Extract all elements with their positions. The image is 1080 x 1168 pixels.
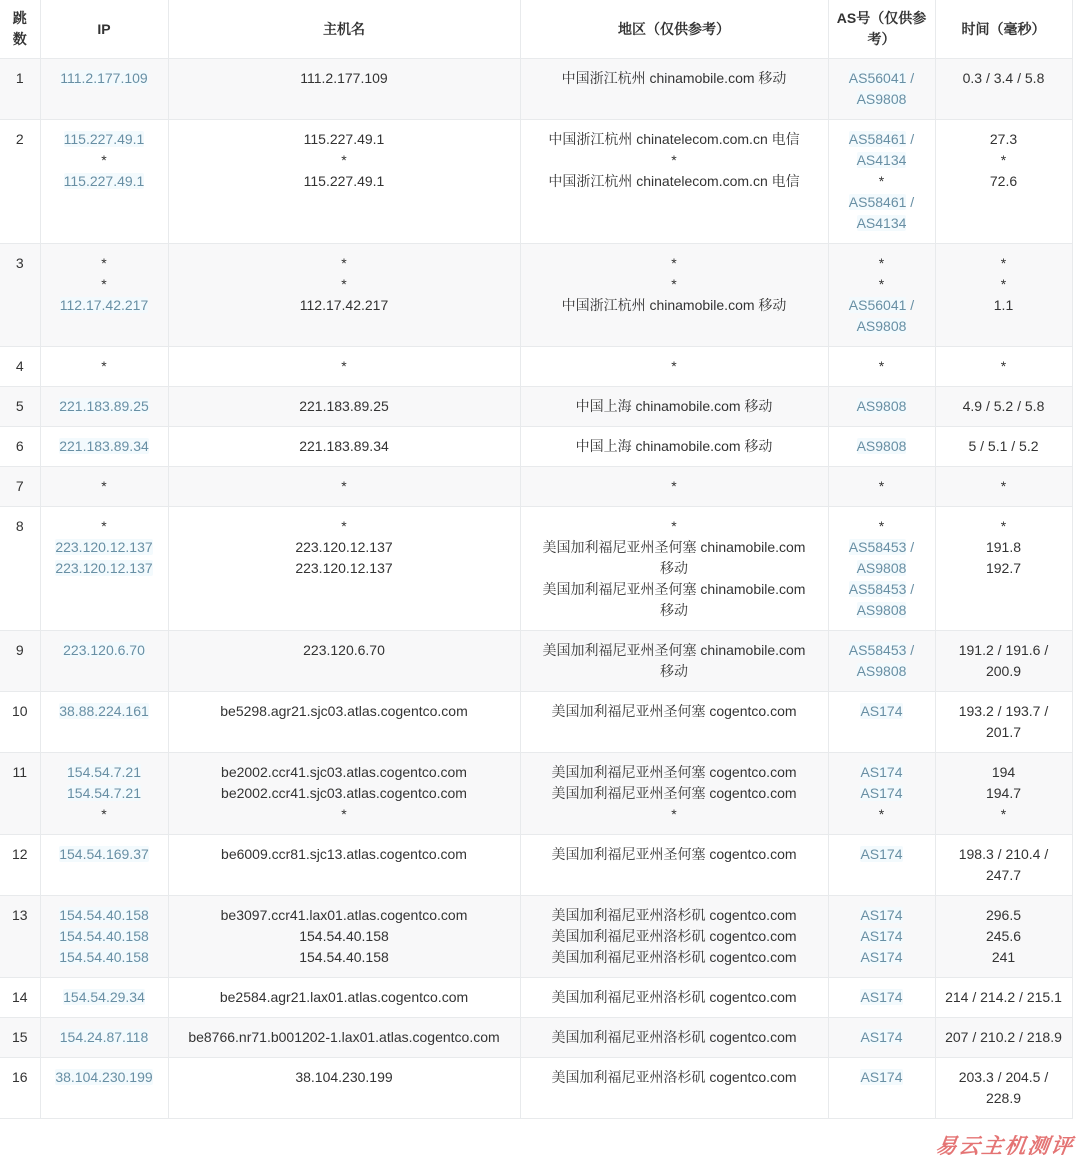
as-cell: [828, 120, 935, 244]
table-row: [0, 835, 1072, 896]
hop-number: 3: [0, 244, 40, 347]
as-separator: /: [906, 642, 915, 658]
as-text: *: [878, 276, 885, 292]
region-cell: [520, 753, 828, 835]
as-link[interactable]: AS58453: [848, 539, 907, 555]
time-cell: [935, 427, 1072, 467]
time-text: *: [1000, 806, 1007, 822]
ip-link[interactable]: 221.183.89.25: [59, 398, 149, 414]
as-separator: /: [906, 70, 915, 86]
region-text: 美国加利福尼亚州洛杉矶 cogentco.com: [551, 989, 797, 1005]
region-text: 美国加利福尼亚州洛杉矶 cogentco.com: [551, 1029, 797, 1045]
table-row: [0, 347, 1072, 387]
ip-cell: [40, 59, 168, 120]
as-link[interactable]: AS4134: [856, 215, 907, 231]
time-text: 296.5: [985, 907, 1022, 923]
ip-text: *: [101, 255, 107, 271]
time-cell: [935, 692, 1072, 753]
as-link[interactable]: AS174: [860, 764, 903, 780]
hop-number: 7: [0, 467, 40, 507]
time-cell: [935, 347, 1072, 387]
host-cell: [168, 1018, 520, 1058]
as-text: *: [878, 478, 885, 494]
as-link[interactable]: AS9808: [856, 91, 907, 107]
host-cell: [168, 347, 520, 387]
host-cell: [168, 507, 520, 631]
ip-cell: [40, 896, 168, 978]
ip-cell: [40, 631, 168, 692]
hop-number: 13: [0, 896, 40, 978]
host-text: *: [341, 255, 347, 271]
region-cell: [520, 59, 828, 120]
as-link[interactable]: AS9808: [856, 560, 907, 576]
table-row: [0, 387, 1072, 427]
host-text: be6009.ccr81.sjc13.atlas.cogentco.com: [221, 846, 467, 862]
ip-link[interactable]: 111.2.177.109: [60, 70, 148, 86]
time-text: 27.3: [989, 131, 1018, 147]
region-cell: [520, 1058, 828, 1119]
region-text: *: [671, 806, 677, 822]
table-row: [0, 1058, 1072, 1119]
as-cell: [828, 631, 935, 692]
as-link[interactable]: AS174: [860, 785, 903, 801]
table-row: [0, 753, 1072, 835]
region-cell: [520, 244, 828, 347]
column-header-time: 时间（毫秒）: [935, 0, 1072, 59]
host-cell: [168, 467, 520, 507]
as-cell: [828, 427, 935, 467]
time-text: *: [1000, 276, 1007, 292]
region-cell: [520, 387, 828, 427]
host-cell: [168, 896, 520, 978]
as-cell: [828, 692, 935, 753]
host-text: 223.120.12.137: [295, 560, 393, 576]
host-text: *: [341, 152, 347, 168]
as-link[interactable]: AS174: [860, 703, 903, 719]
region-text: 美国加利福尼亚州洛杉矶 cogentco.com: [551, 1069, 797, 1085]
ip-link[interactable]: 115.227.49.1: [63, 173, 145, 189]
table-row: [0, 631, 1072, 692]
as-cell: [828, 347, 935, 387]
hop-number: 12: [0, 835, 40, 896]
as-link[interactable]: AS56041: [848, 70, 907, 86]
as-cell: [828, 896, 935, 978]
as-link[interactable]: AS58453: [848, 581, 907, 597]
ip-cell: [40, 1058, 168, 1119]
host-text: be2584.agr21.lax01.atlas.cogentco.com: [219, 989, 469, 1005]
as-text: *: [878, 255, 885, 271]
time-cell: [935, 1018, 1072, 1058]
region-text: 中国上海 chinamobile.com 移动: [575, 398, 773, 414]
as-separator: /: [906, 539, 915, 555]
table-header: [0, 0, 1072, 59]
hop-number: 6: [0, 427, 40, 467]
host-text: 223.120.12.137: [295, 539, 393, 555]
host-cell: [168, 753, 520, 835]
host-text: 221.183.89.25: [299, 398, 389, 414]
as-text: *: [878, 806, 885, 822]
region-text: 美国加利福尼亚州圣何塞 chinamobile.com 移动: [542, 581, 806, 618]
time-text: *: [1000, 518, 1007, 534]
region-text: 美国加利福尼亚州圣何塞 cogentco.com: [551, 764, 797, 780]
ip-link[interactable]: 223.120.12.137: [55, 560, 153, 576]
as-link[interactable]: AS174: [860, 846, 903, 862]
region-cell: [520, 835, 828, 896]
time-cell: [935, 753, 1072, 835]
time-text: 192.7: [985, 560, 1022, 576]
ip-cell: [40, 427, 168, 467]
hop-number: 14: [0, 978, 40, 1018]
host-cell: [168, 244, 520, 347]
as-link[interactable]: AS9808: [856, 318, 907, 334]
as-cell: [828, 467, 935, 507]
region-cell: [520, 1018, 828, 1058]
time-cell: [935, 467, 1072, 507]
as-link[interactable]: AS56041: [848, 297, 907, 313]
ip-link[interactable]: 154.24.87.118: [59, 1029, 149, 1045]
as-cell: [828, 59, 935, 120]
time-cell: [935, 244, 1072, 347]
table-row: [0, 120, 1072, 244]
time-text: 241: [991, 949, 1016, 965]
hop-number: 11: [0, 753, 40, 835]
ip-cell: [40, 244, 168, 347]
host-cell: [168, 387, 520, 427]
ip-cell: [40, 507, 168, 631]
ip-cell: [40, 1018, 168, 1058]
region-text: 美国加利福尼亚州圣何塞 chinamobile.com 移动: [542, 539, 806, 576]
column-header-ip: IP: [40, 0, 168, 59]
host-cell: [168, 978, 520, 1018]
column-header-region: 地区（仅供参考）: [520, 0, 828, 59]
time-cell: [935, 896, 1072, 978]
region-text: 中国浙江杭州 chinamobile.com 移动: [561, 297, 787, 313]
time-text: 203.3 / 204.5 / 228.9: [958, 1069, 1049, 1106]
time-text: 198.3 / 210.4 / 247.7: [958, 846, 1049, 883]
ip-text: *: [101, 478, 107, 494]
host-text: *: [341, 518, 347, 534]
region-text: 中国上海 chinamobile.com 移动: [575, 438, 773, 454]
as-link[interactable]: AS174: [860, 989, 903, 1005]
table-row: [0, 978, 1072, 1018]
as-link[interactable]: AS9808: [856, 398, 907, 414]
host-text: 111.2.177.109: [300, 70, 388, 86]
as-link[interactable]: AS58461: [848, 131, 907, 147]
host-text: 38.104.230.199: [295, 1069, 393, 1085]
time-cell: [935, 1058, 1072, 1119]
region-cell: [520, 347, 828, 387]
table-row: [0, 467, 1072, 507]
as-link[interactable]: AS174: [860, 949, 903, 965]
ip-link[interactable]: 154.54.29.34: [63, 989, 145, 1005]
region-cell: [520, 692, 828, 753]
region-cell: [520, 467, 828, 507]
host-text: *: [341, 358, 347, 374]
hop-number: 9: [0, 631, 40, 692]
region-text: 美国加利福尼亚州圣何塞 cogentco.com: [551, 846, 797, 862]
time-text: 4.9 / 5.2 / 5.8: [962, 398, 1045, 414]
as-cell: [828, 835, 935, 896]
time-text: 194: [991, 764, 1016, 780]
host-text: be8766.nr71.b001202-1.lax01.atlas.cogentco.com: [188, 1029, 500, 1045]
ip-link[interactable]: 221.183.89.34: [59, 438, 149, 454]
time-cell: [935, 387, 1072, 427]
region-cell: [520, 120, 828, 244]
ip-link[interactable]: 112.17.42.217: [59, 297, 149, 313]
as-separator: /: [906, 297, 915, 313]
time-text: 193.2 / 193.7 / 201.7: [958, 703, 1049, 740]
as-separator: /: [906, 131, 915, 147]
region-cell: [520, 507, 828, 631]
column-header-host: 主机名: [168, 0, 520, 59]
region-text: 中国浙江杭州 chinatelecom.com.cn 电信: [548, 131, 800, 147]
ip-cell: [40, 692, 168, 753]
hop-number: 5: [0, 387, 40, 427]
table-row: [0, 59, 1072, 120]
host-text: be2002.ccr41.sjc03.atlas.cogentco.com: [221, 764, 467, 780]
time-text: 72.6: [989, 173, 1018, 189]
as-cell: [828, 1018, 935, 1058]
time-text: 245.6: [985, 928, 1022, 944]
host-text: 154.54.40.158: [299, 928, 389, 944]
host-text: be2002.ccr41.sjc03.atlas.cogentco.com: [221, 785, 467, 801]
ip-cell: [40, 835, 168, 896]
host-text: *: [341, 806, 347, 822]
ip-cell: [40, 387, 168, 427]
region-cell: [520, 631, 828, 692]
host-cell: [168, 427, 520, 467]
region-text: *: [671, 276, 677, 292]
hop-number: 15: [0, 1018, 40, 1058]
ip-text: *: [101, 152, 107, 168]
table-row: [0, 244, 1072, 347]
ip-link[interactable]: 154.54.169.37: [59, 846, 149, 862]
time-text: 0.3 / 3.4 / 5.8: [962, 70, 1045, 86]
ip-cell: [40, 120, 168, 244]
time-text: 191.8: [985, 539, 1022, 555]
host-text: 115.227.49.1: [303, 173, 385, 189]
column-header-as: AS号（仅供参考）: [828, 0, 935, 59]
as-link[interactable]: AS174: [860, 928, 903, 944]
as-link[interactable]: AS9808: [856, 663, 907, 679]
table-row: [0, 896, 1072, 978]
host-cell: [168, 59, 520, 120]
ip-cell: [40, 978, 168, 1018]
as-separator: /: [906, 581, 915, 597]
time-text: 191.2 / 191.6 / 200.9: [958, 642, 1049, 679]
ip-text: *: [101, 806, 107, 822]
time-text: *: [1000, 478, 1007, 494]
ip-text: *: [101, 276, 107, 292]
table-row: [0, 1018, 1072, 1058]
time-text: 214 / 214.2 / 215.1: [945, 989, 1062, 1005]
column-header-hop: 跳数: [0, 0, 40, 59]
time-text: 5 / 5.1 / 5.2: [968, 438, 1039, 454]
time-cell: [935, 978, 1072, 1018]
region-cell: [520, 896, 828, 978]
as-cell: [828, 244, 935, 347]
ip-cell: [40, 467, 168, 507]
time-cell: [935, 631, 1072, 692]
as-link[interactable]: AS9808: [856, 438, 907, 454]
ip-link[interactable]: 115.227.49.1: [63, 131, 145, 147]
host-cell: [168, 835, 520, 896]
region-text: *: [671, 478, 677, 494]
region-text: *: [671, 358, 677, 374]
host-cell: [168, 120, 520, 244]
region-cell: [520, 978, 828, 1018]
region-text: *: [671, 152, 677, 168]
hop-number: 16: [0, 1058, 40, 1119]
host-text: 115.227.49.1: [303, 131, 385, 147]
ip-link[interactable]: 154.54.7.21: [67, 764, 141, 780]
host-text: 154.54.40.158: [299, 949, 389, 965]
region-text: 中国浙江杭州 chinatelecom.com.cn 电信: [548, 173, 800, 189]
as-text: *: [878, 358, 885, 374]
table-row: [0, 427, 1072, 467]
as-link[interactable]: AS174: [860, 1069, 903, 1085]
time-cell: [935, 59, 1072, 120]
hop-number: 1: [0, 59, 40, 120]
time-cell: [935, 507, 1072, 631]
host-text: *: [341, 478, 347, 494]
host-text: be5298.agr21.sjc03.atlas.cogentco.com: [220, 703, 468, 719]
host-text: 223.120.6.70: [303, 642, 385, 658]
host-text: be3097.ccr41.lax01.atlas.cogentco.com: [220, 907, 468, 923]
region-text: 中国浙江杭州 chinamobile.com 移动: [561, 70, 787, 86]
ip-cell: [40, 347, 168, 387]
as-cell: [828, 507, 935, 631]
as-cell: [828, 387, 935, 427]
as-text: *: [878, 518, 885, 534]
time-text: 194.7: [985, 785, 1022, 801]
region-text: 美国加利福尼亚州洛杉矶 cogentco.com: [551, 949, 797, 965]
region-text: 美国加利福尼亚州圣何塞 chinamobile.com 移动: [542, 642, 806, 679]
time-cell: [935, 835, 1072, 896]
as-link[interactable]: AS4134: [856, 152, 907, 168]
host-text: 221.183.89.34: [299, 438, 389, 454]
host-cell: [168, 692, 520, 753]
ip-link[interactable]: 38.88.224.161: [59, 703, 149, 719]
as-cell: [828, 753, 935, 835]
time-text: *: [1000, 358, 1007, 374]
time-text: 207 / 210.2 / 218.9: [945, 1029, 1062, 1045]
region-cell: [520, 427, 828, 467]
as-link[interactable]: AS58453: [848, 642, 907, 658]
header-row: [0, 0, 1072, 59]
ip-link[interactable]: 223.120.6.70: [63, 642, 145, 658]
as-separator: /: [906, 194, 915, 210]
as-link[interactable]: AS174: [860, 907, 903, 923]
ip-text: *: [101, 358, 107, 374]
as-cell: [828, 1058, 935, 1119]
hop-number: 10: [0, 692, 40, 753]
watermark: 易云主机测评: [934, 1135, 1076, 1158]
region-text: *: [671, 518, 677, 534]
as-cell: [828, 978, 935, 1018]
time-text: 1.1: [993, 297, 1014, 313]
hop-number: 2: [0, 120, 40, 244]
region-text: 美国加利福尼亚州圣何塞 cogentco.com: [551, 785, 797, 801]
ip-link[interactable]: 154.54.40.158: [59, 907, 149, 923]
as-link[interactable]: AS174: [860, 1029, 903, 1045]
ip-link[interactable]: 154.54.7.21: [67, 785, 141, 801]
region-text: 美国加利福尼亚州圣何塞 cogentco.com: [551, 703, 797, 719]
time-text: *: [1000, 255, 1007, 271]
as-link[interactable]: AS58461: [848, 194, 907, 210]
ip-link[interactable]: 154.54.40.158: [59, 949, 149, 965]
host-text: *: [341, 276, 347, 292]
table-row: [0, 507, 1072, 631]
region-text: 美国加利福尼亚州洛杉矶 cogentco.com: [551, 907, 797, 923]
region-text: 美国加利福尼亚州洛杉矶 cogentco.com: [551, 928, 797, 944]
as-link[interactable]: AS9808: [856, 602, 907, 618]
host-text: 112.17.42.217: [299, 297, 389, 313]
hop-number: 4: [0, 347, 40, 387]
ip-link[interactable]: 223.120.12.137: [55, 539, 153, 555]
as-text: *: [878, 173, 885, 189]
ip-link[interactable]: 154.54.40.158: [59, 928, 149, 944]
ip-text: *: [101, 518, 107, 534]
time-cell: [935, 120, 1072, 244]
ip-link[interactable]: 38.104.230.199: [55, 1069, 153, 1085]
host-cell: [168, 631, 520, 692]
time-text: *: [1000, 152, 1007, 168]
hop-number: 8: [0, 507, 40, 631]
table-row: [0, 692, 1072, 753]
ip-cell: [40, 753, 168, 835]
host-cell: [168, 1058, 520, 1119]
region-text: *: [671, 255, 677, 271]
